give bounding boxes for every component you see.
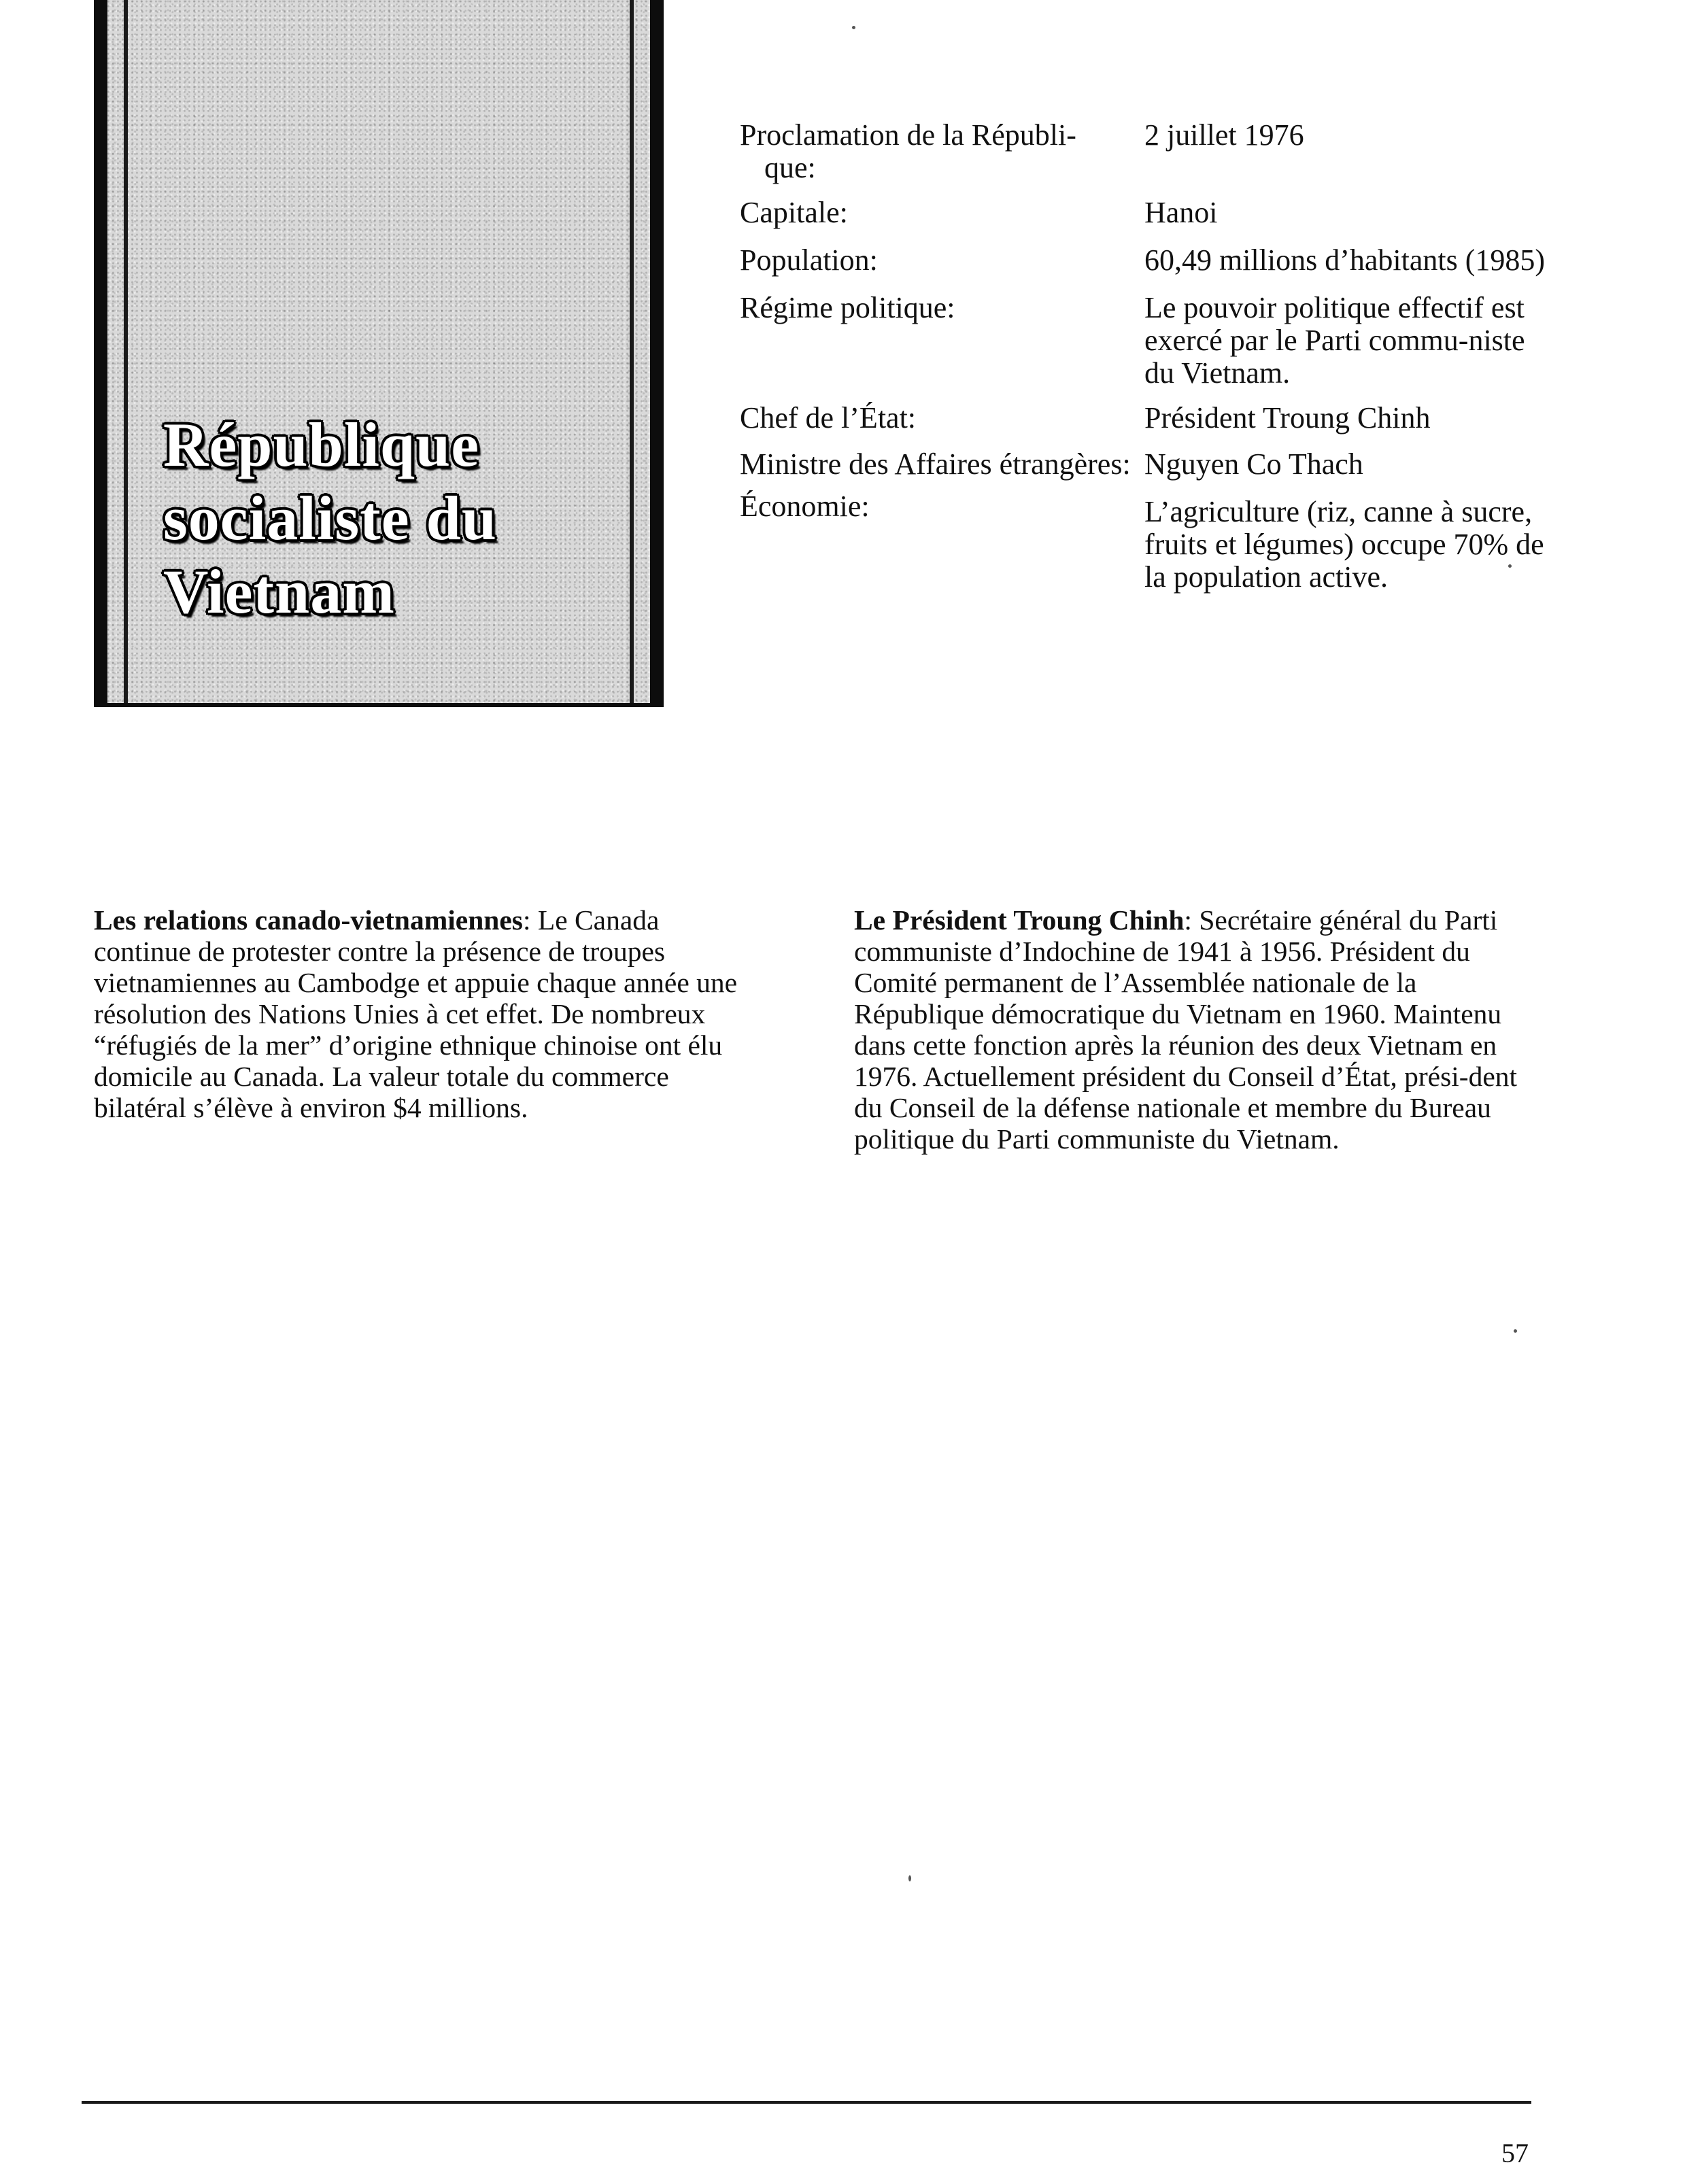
scan-speck <box>1514 1329 1517 1333</box>
fact-row-capital <box>740 197 1556 229</box>
fact-value-economy: L’agriculture (riz, canne à sucre, fruits et légumes) occupe 70% de la population active. <box>1144 495 1544 594</box>
president-heading: Le Président Troung Chinh <box>854 904 1185 936</box>
president-column <box>854 904 1534 1155</box>
fact-label-head-of-state: Chef de l’État: <box>740 401 917 434</box>
country-facts-table <box>740 119 1556 607</box>
scan-speck <box>908 1875 911 1881</box>
fact-value-population: 60,49 millions d’habitants (1985) <box>1144 243 1546 277</box>
fact-row-population <box>740 244 1556 277</box>
president-text: : Secrétaire général du Parti communiste d’Indochine de 1941 à 1956. Président du Comité permanent de l’Assemblée nationale de la République démocratique du Vietnam en 1960. Maintenu dans cette fonction après la réunion des deux Vietnam en 1976. Actuellement président du Conseil d’État, prési-dent du Conseil de la défense nationale et membre du Bureau politique du Parti communiste du Vietnam. <box>854 904 1518 1155</box>
fact-row-economy <box>740 490 1556 594</box>
fact-value-head-of-state: Président Troung Chinh <box>1144 401 1431 434</box>
fact-row-regime <box>740 292 1556 390</box>
page-title <box>163 408 497 628</box>
title-panel <box>94 0 664 707</box>
page-title-line-1: République <box>163 410 480 479</box>
fact-value-foreign-minister: Nguyen Co Thach <box>1144 447 1363 481</box>
relations-heading: Les relations canado-vietnamiennes <box>94 904 523 936</box>
fact-label-capital: Capitale: <box>740 196 848 229</box>
fact-value-capital: Hanoi <box>1144 196 1218 229</box>
page-number: 57 <box>1501 2138 1529 2168</box>
title-panel-inner-rule-left <box>124 0 128 703</box>
fact-label-foreign-minister: Ministre des Affaires étrangères: <box>740 447 1131 481</box>
page-title-line-2: socialiste du <box>163 483 497 553</box>
title-panel-inner-rule-right <box>630 0 634 703</box>
footer-rule <box>82 2101 1531 2104</box>
relations-paragraph <box>94 904 760 1123</box>
relations-column <box>94 904 760 1123</box>
page-title-line-3: Vietnam <box>163 557 395 626</box>
fact-value-regime: Le pouvoir politique effectif est exercé par le Parti commu-niste du Vietnam. <box>1144 291 1525 390</box>
fact-label-regime: Régime politique: <box>740 291 955 324</box>
fact-value-proclamation: 2 juillet 1976 <box>1144 118 1304 152</box>
fact-label-economy: Économie: <box>740 490 870 523</box>
fact-row-foreign-minister <box>740 448 1556 481</box>
president-paragraph <box>854 904 1534 1155</box>
scan-speck <box>852 26 855 29</box>
relations-text: : Le Canada continue de protester contre la présence de troupes vietnamiennes au Cambodge et appuie chaque année une résolution des Nations Unies à cet effet. De nombreux “réfugiés de la mer” d’origine ethnique chinoise ont élu domicile au Canada. La valeur totale du commerce bilatéral s’élève à environ $4 millions. <box>94 904 738 1123</box>
fact-label-population: Population: <box>740 243 878 277</box>
fact-row-proclamation <box>740 119 1556 184</box>
scan-speck <box>1508 564 1512 568</box>
fact-row-head-of-state <box>740 402 1556 434</box>
fact-label-proclamation: Proclamation de la Républi- que: <box>740 118 1076 184</box>
